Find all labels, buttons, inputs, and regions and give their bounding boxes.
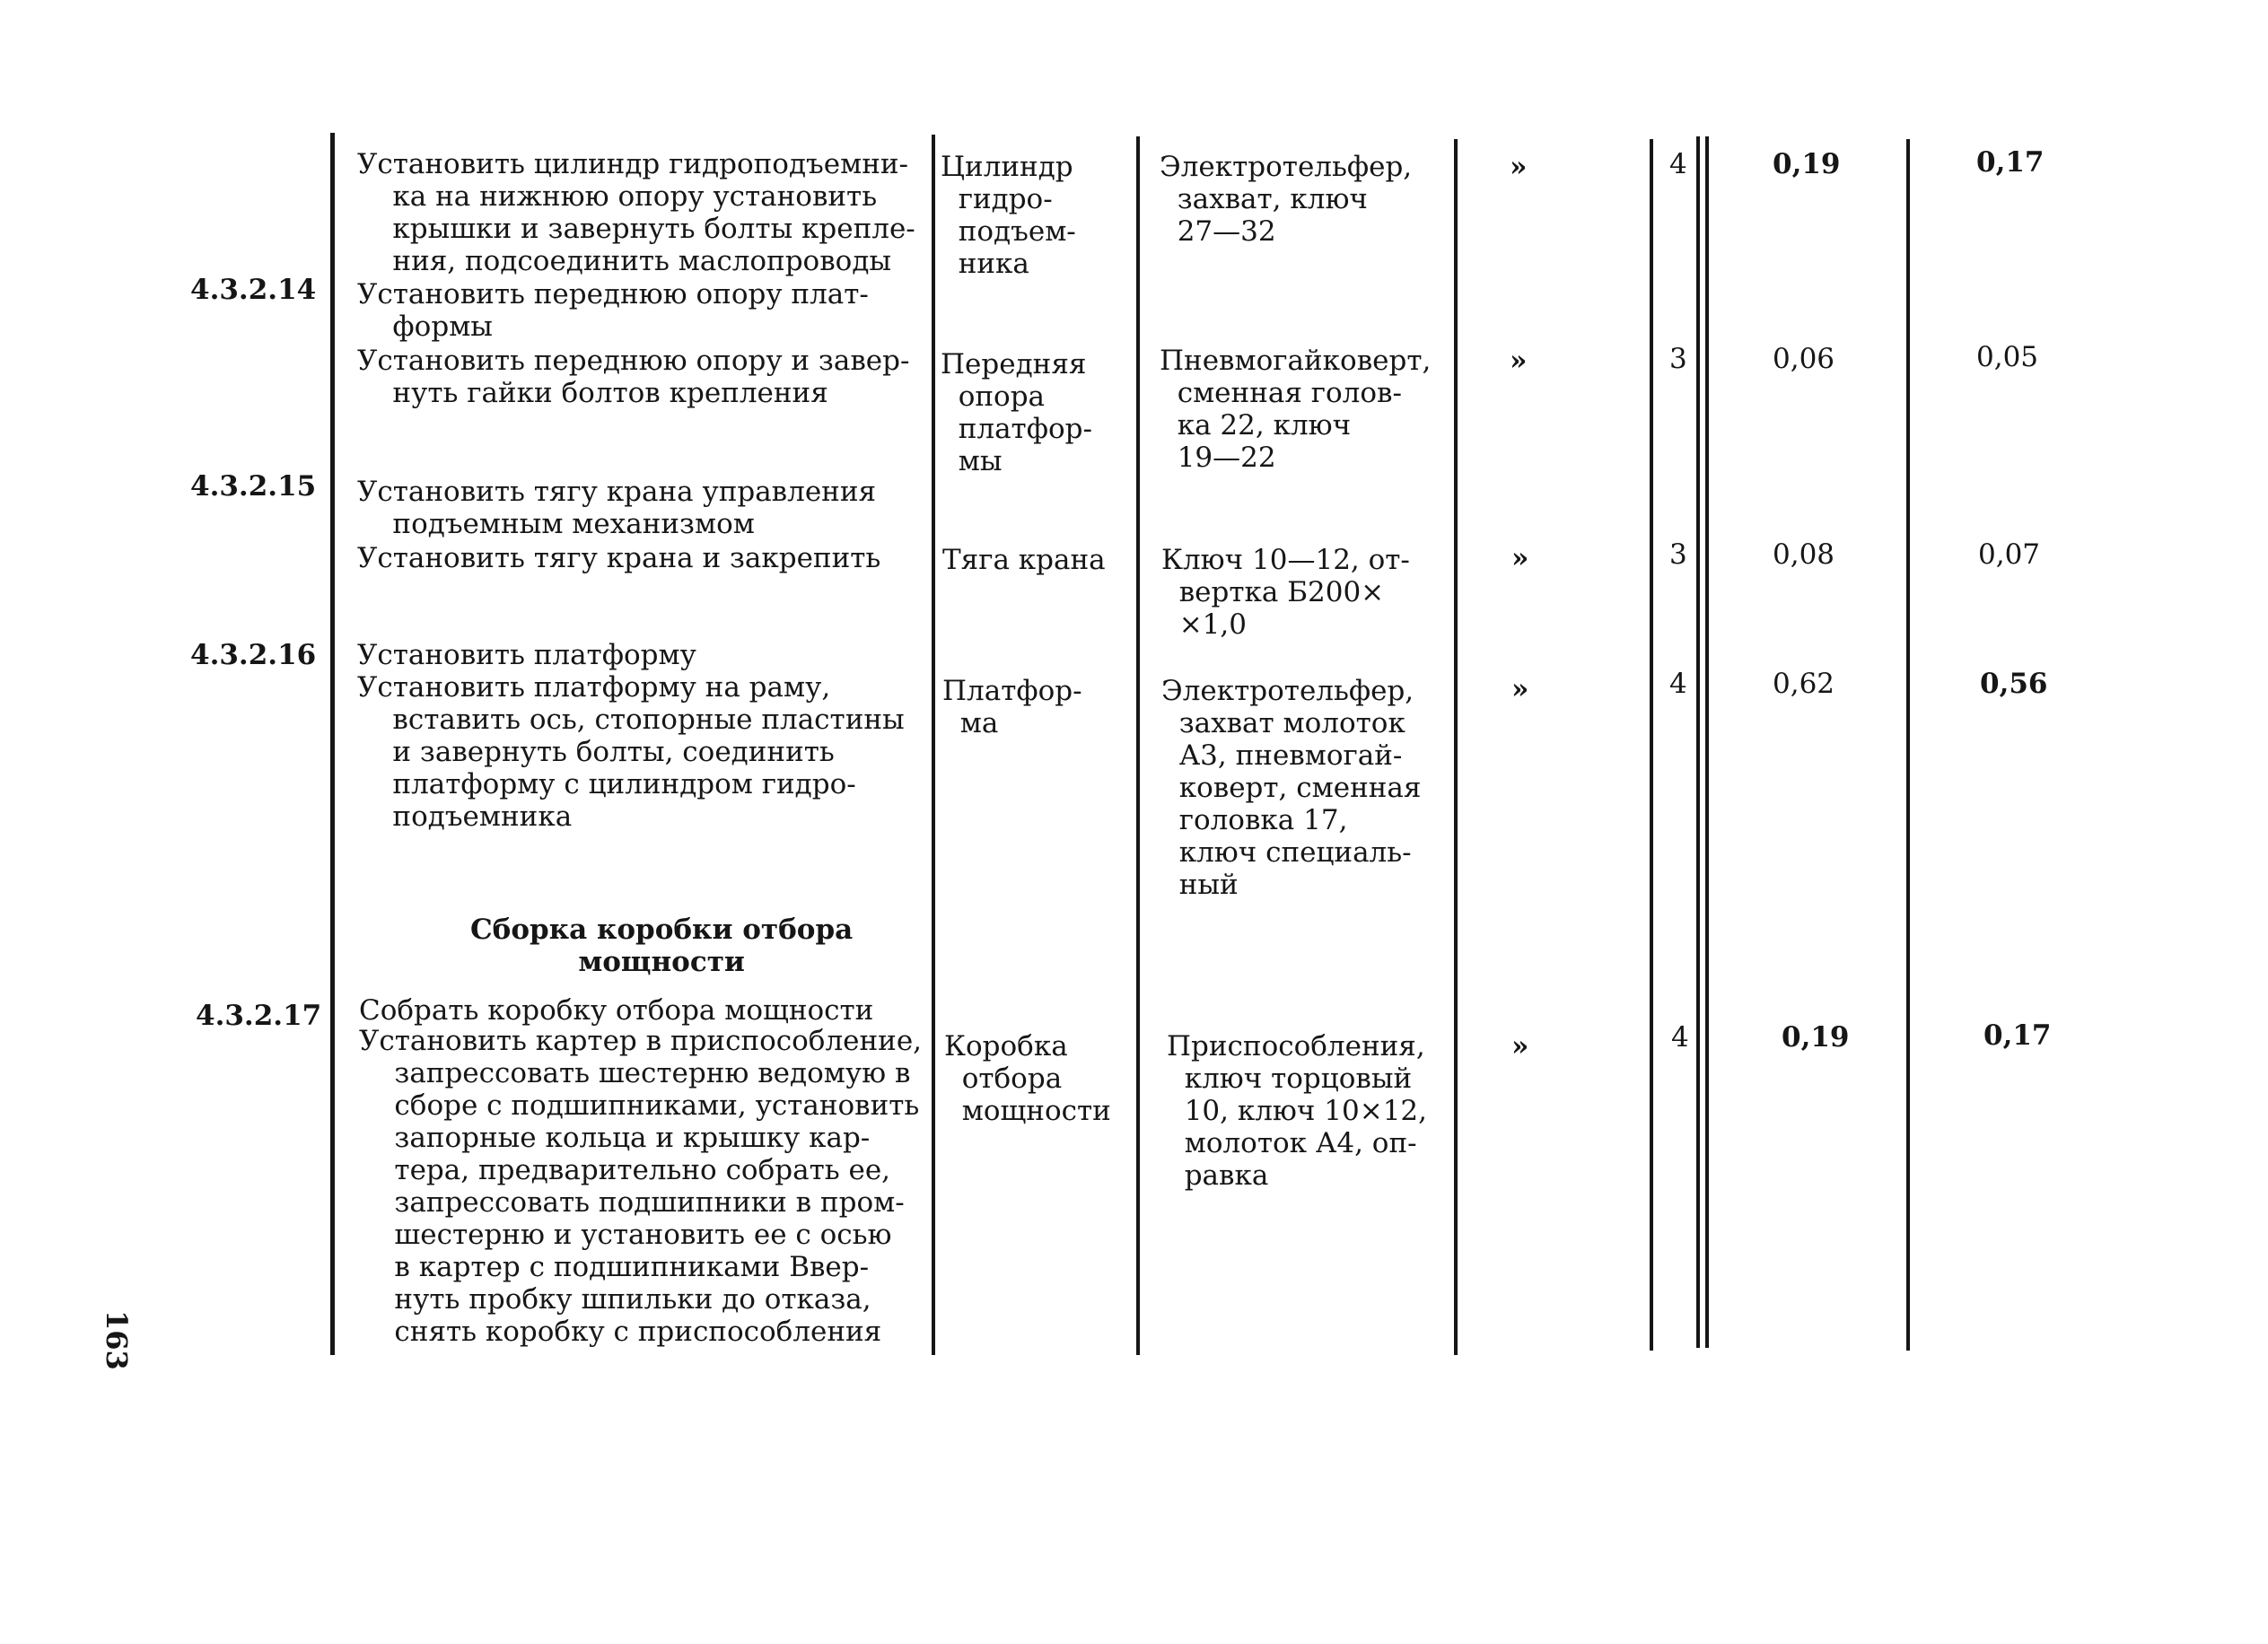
grade: 4 [1671,1021,1689,1054]
grade: 4 [1669,148,1687,180]
operation-text: Установить тягу крана и закрепить [357,542,881,574]
part-name: Тяга крана [942,544,1106,576]
column-rule [330,133,335,1355]
part-name: Передняя опора платфор- мы [941,348,1092,477]
operation-heading: Установить переднюю опору плат- формы [357,278,869,343]
norm-time-2: 0,07 [1978,538,2041,571]
norm-time-2: 0,17 [1976,146,2045,179]
page-number: 163 [100,1310,134,1370]
ditto-mark: » [1511,542,1529,574]
column-rule [1906,139,1910,1351]
tools: Электротельфер, захват, ключ 27—32 [1160,151,1413,248]
ditto-mark: » [1510,345,1528,377]
ditto-mark: » [1510,151,1528,183]
norm-time-1: 0,19 [1782,1021,1850,1054]
column-rule [1705,136,1709,1348]
column-rule [1650,139,1653,1351]
ditto-mark: » [1511,673,1529,705]
norm-time-1: 0,08 [1773,538,1835,571]
grade: 4 [1669,668,1687,700]
operation-heading: Установить тягу крана управления подъемным механизмом [357,476,877,540]
operation-heading: Собрать коробку отбора мощности [359,994,874,1027]
column-rule [1696,136,1700,1348]
tools: Электротельфер, захват молоток А3, пневмогай- коверт, сменная головка 17, ключ специаль- ный [1161,675,1422,901]
column-rule [1454,139,1458,1355]
operation-text: Установить переднюю опору и завер- нуть гайки болтов крепления [357,345,910,409]
grade: 3 [1669,343,1687,375]
column-rule [932,135,935,1355]
tools: Пневмогайковерт, сменная голов- ка 22, ключ 19—22 [1160,345,1432,474]
operation-code: 4.3.2.17 [196,1000,322,1032]
operation-text: Установить картер в приспособление, запрессовать шестерню ведомую в сборе с подшипниками, установить запорные кольца и крышку кар- тера, предварительно собрать ее, запрессовать подшипники в пром- шестерню и установить ее с осью в картер с подшипниками Ввер- нуть пробку шпильки до отказа, снять коробку с приспособления [359,1025,923,1348]
norm-time-2: 0,17 [1983,1019,2052,1052]
operation-text: Установить цилиндр гидроподъемни- ка на нижнюю опору установить крышки и завернуть болты крепле- ния, подсоединить маслопроводы [357,148,915,277]
norm-time-2: 0,56 [1980,668,2048,700]
norm-time-1: 0,06 [1773,343,1835,375]
operation-code: 4.3.2.14 [190,274,317,306]
operation-text: Установить платформу на раму, вставить ось, стопорные пластины и завернуть болты, соединить платформу с цилиндром гидро- подъемника [357,671,905,833]
section-heading: Сборка коробки отбора мощности [470,914,854,978]
ditto-mark: » [1511,1030,1529,1062]
norm-time-1: 0,19 [1773,148,1841,180]
grade: 3 [1669,538,1687,571]
operation-code: 4.3.2.16 [190,639,317,671]
column-rule [1136,136,1140,1355]
norm-time-2: 0,05 [1976,341,2039,373]
operation-code: 4.3.2.15 [190,470,317,503]
tools: Ключ 10—12, от- вертка Б200× ×1,0 [1161,544,1410,641]
part-name: Платфор- ма [942,675,1082,739]
tools: Приспособления, ключ торцовый 10, ключ 10×12, молоток А4, оп- равка [1167,1030,1427,1192]
part-name: Цилиндр гидро- подъем- ника [941,151,1076,280]
operation-heading: Установить платформу [357,639,696,671]
norm-time-1: 0,62 [1773,668,1835,700]
part-name: Коробка отбора мощности [944,1030,1111,1127]
